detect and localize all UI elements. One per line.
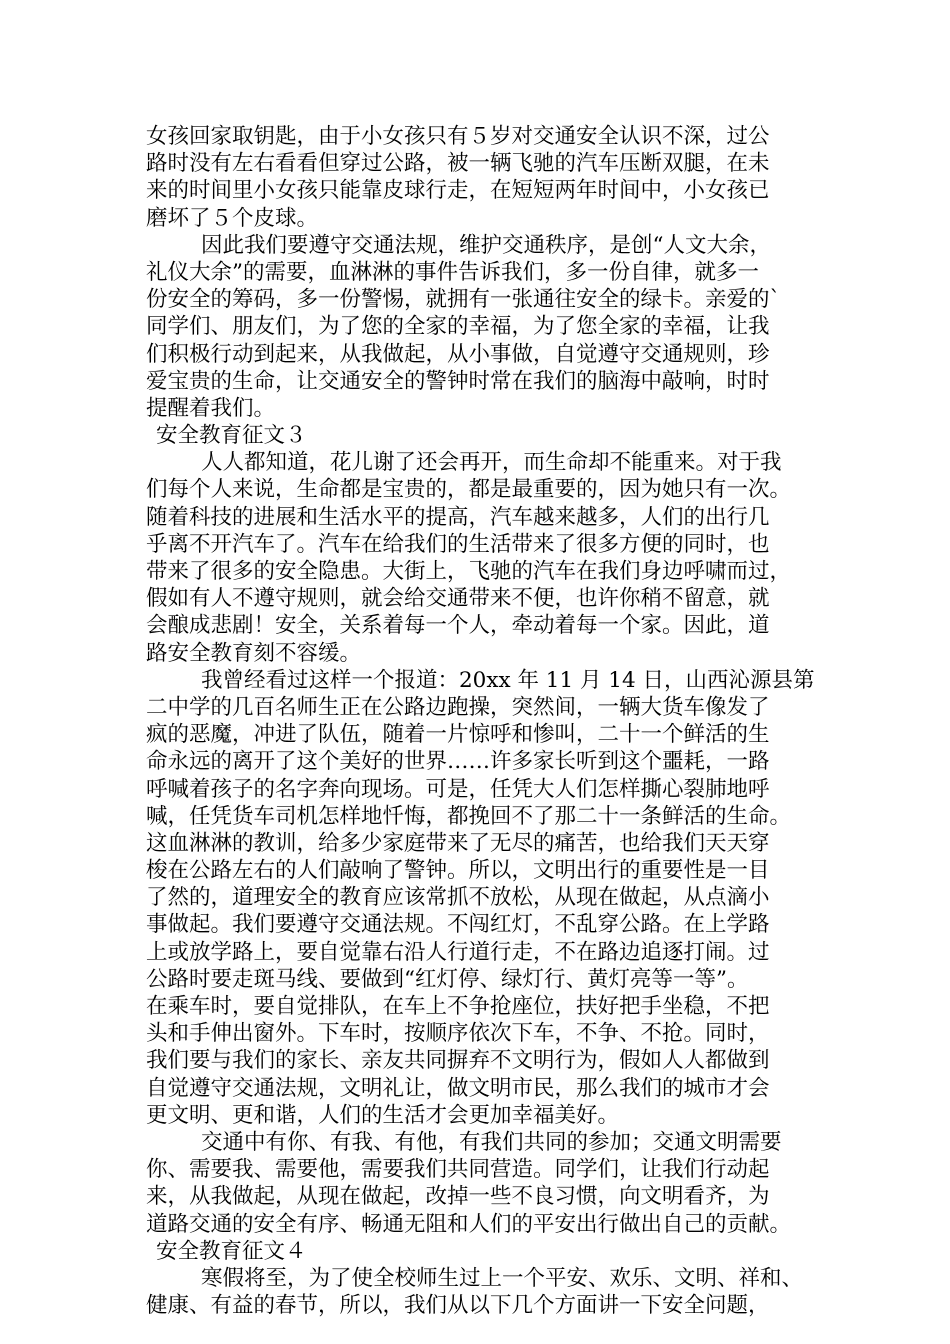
text-line: 来，从我做起，从现在做起，改掉一些不良习惯，向文明看齐，为: [146, 1184, 770, 1210]
text-line: 提醒着我们。: [146, 395, 276, 421]
text-line: 会酿成悲剧！安全，关系着每一个人，牵动着每一个家。因此，道: [146, 613, 770, 639]
paragraph: [146, 1129, 822, 1238]
text-line: 道路交通的安全有序、畅通无阻和人们的平安出行做出自己的贡献。: [146, 1211, 792, 1237]
text-line: 事做起。我们要遵守交通法规。不闯红灯，不乱穿公路。在上学路: [146, 912, 770, 938]
text-line: 们积极行动到起来，从我做起，从小事做，自觉遵守交通规则，珍: [146, 341, 770, 367]
text-line: 爱宝贵的生命，让交通安全的警钟时常在我们的脑海中敲响，时时: [146, 368, 770, 394]
text-line: 在乘车时，要自觉排队，在车上不争抢座位，扶好把手坐稳，不把: [146, 994, 770, 1019]
text-line: 二中学的几百名师生正在公路边跑操，突然间，一辆大货车像发了: [146, 694, 770, 720]
text-line: 公路时要走斑马线、要做到“红灯停、绿灯行、黄灯亮等一等”。: [146, 966, 749, 992]
section-heading: [146, 1238, 822, 1265]
paragraph: [146, 232, 822, 422]
text-line: 因此我们要遵守交通法规，维护交通秩序，是创“人文大余，: [201, 232, 771, 258]
text-line: 疯的恶魔，冲进了队伍，随着一片惊呼和惨叫，二十一个鲜活的生: [146, 722, 770, 748]
text-line: 路安全教育刻不容缓。: [146, 640, 362, 666]
text-line: 们每个人来说，生命都是宝贵的，都是最重要的，因为她只有一次。: [146, 477, 792, 503]
text-line: 带来了很多的安全隐患。大街上，飞驰的汽车在我们身边呼啸而过，: [146, 559, 792, 584]
text-line: 人人都知道，花儿谢了还会再开，而生命却不能重来。对于我: [201, 450, 782, 476]
text-line: 路时没有左右看看但穿过公路，被一辆飞驰的汽车压断双腿，在未: [146, 151, 770, 177]
text-line: 命永远的离开了这个美好的世界……许多家长听到这个噩耗，一路: [146, 749, 770, 775]
text-line: 上或放学路上，要自觉靠右沿人行道行走，不在路边追逐打闹。过: [146, 939, 770, 965]
heading-text: 安全教育征文４: [156, 1238, 307, 1264]
text-line: 自觉遵守交通法规，文明礼让，做文明市民，那么我们的城市才会: [146, 1075, 770, 1101]
paragraph: [146, 449, 822, 667]
text-line: 同学们、朋友们，为了您的全家的幸福，为了您全家的幸福，让我: [146, 314, 770, 340]
paragraph: [146, 1265, 822, 1319]
text-line: 这血淋淋的教训，给多少家庭带来了无尽的痛苦，也给我们天天穿: [146, 830, 770, 856]
text-line: 交通中有你、有我、有他，有我们共同的参加；交通文明需要: [201, 1129, 782, 1155]
text-line: 梭在公路左右的人们敲响了警钟。所以，文明出行的重要性是一目: [146, 858, 770, 884]
text-line: 假如有人不遵守规则，就会给交通带来不便，也许你稍不留意，就: [146, 586, 770, 612]
text-line: 头和手伸出窗外。下车时，按顺序依次下车，不争、不抢。同时，: [146, 1021, 770, 1047]
text-line: 乎离不开汽车了。汽车在给我们的生活带来了很多方便的同时，也: [146, 531, 770, 557]
text-line: 礼仪大余”的需要，血淋淋的事件告诉我们，多一份自律，就多一: [146, 259, 759, 285]
text-line: 你、需要我、需要他，需要我们共同营造。同学们，让我们行动起: [146, 1157, 770, 1183]
text-line: 了然的，道理安全的教育应该常抓不放松，从现在做起，从点滴小: [146, 885, 770, 911]
text-line: 女孩回家取钥匙，由于小女孩只有５岁对交通安全认识不深，过公: [146, 124, 770, 149]
section-heading: [146, 422, 822, 449]
paragraph: [146, 123, 822, 232]
text-line: 我们要与我们的家长、亲友共同摒弃不文明行为，假如人人都做到: [146, 1048, 770, 1074]
document-body: [146, 123, 822, 1319]
text-line: 我曾经看过这样一个报道：20xx 年 11 月 14 日，山西沁源县第: [201, 667, 815, 693]
text-line: 呼喊着孩子的名字奔向现场。可是，任凭大人们怎样撕心裂肺地呼: [146, 776, 770, 802]
text-line: 份安全的筹码，多一份警惕，就拥有一张通往安全的绿卡。亲爱的`: [146, 287, 781, 313]
text-line: 寒假将至，为了使全校师生过上一个平安、欢乐、文明、祥和、: [201, 1265, 804, 1291]
text-line: 来的时间里小女孩只能靠皮球行走，在短短两年时间中，小女孩已: [146, 178, 770, 204]
heading-text: 安全教育征文３: [156, 423, 307, 449]
paragraph: [146, 667, 822, 1129]
text-line: 喊，任凭货车司机怎样地忏悔，都挽回不了那二十一条鲜活的生命。: [146, 803, 792, 829]
text-line: 健康、有益的春节，所以，我们从以下几个方面讲一下安全问题，: [146, 1293, 770, 1319]
text-line: 磨坏了５个皮球。: [146, 205, 319, 231]
text-line: 更文明、更和谐，人们的生活才会更加幸福美好。: [146, 1102, 620, 1128]
text-line: 随着科技的进展和生活水平的提高，汽车越来越多，人们的出行几: [146, 504, 770, 530]
